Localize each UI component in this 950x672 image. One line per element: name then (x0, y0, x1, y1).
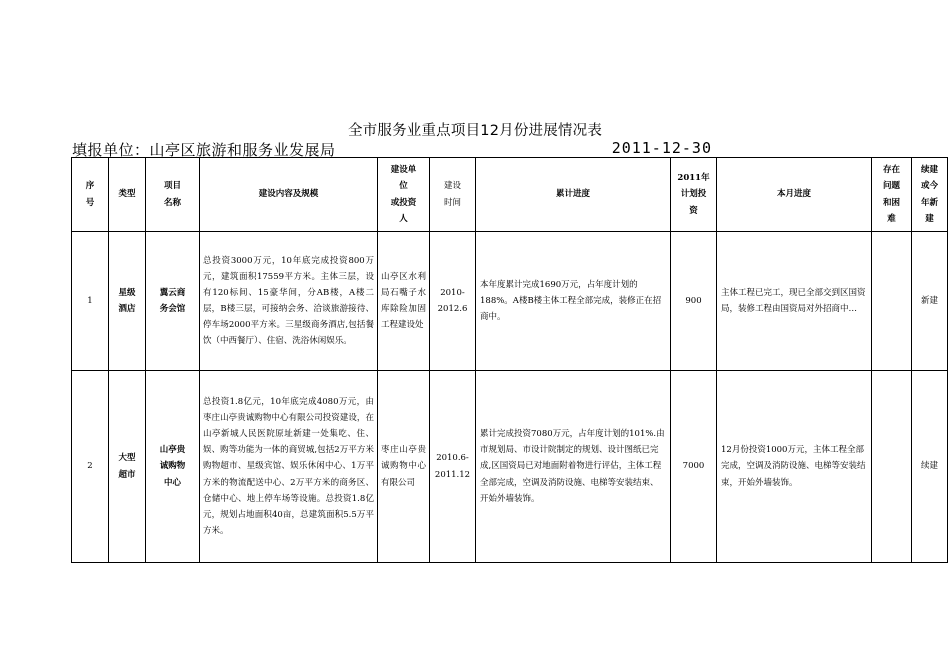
row-issues (872, 371, 912, 563)
header-name: 项目 名称 (146, 158, 200, 232)
row-seq: 1 (72, 232, 109, 371)
row-month: 主体工程已完工，现已全部交到区国资局，装修工程由国资局对外招商中… (717, 232, 872, 371)
header-status: 续建 或今 年新 建 (912, 158, 948, 232)
row-period: 2010- 2012.6 (430, 232, 476, 371)
row-status: 新建 (912, 232, 948, 371)
row-period: 2010.6- 2011.12 (430, 371, 476, 563)
row-status: 续建 (912, 371, 948, 563)
header-issues: 存在 问题 和困 难 (872, 158, 912, 232)
row-seq: 2 (72, 371, 109, 563)
header-type: 类型 (109, 158, 146, 232)
row-progress: 本年度累计完成1690万元，占年度计划的188%。A楼B楼主体工程全部完成，装修正在招商中。 (476, 232, 671, 371)
header-seq: 序 号 (72, 158, 109, 232)
header-builder: 建设单 位 或投资 人 (378, 158, 430, 232)
row-builder: 枣庄山亭贵诚购物中心有限公司 (378, 371, 430, 563)
reporting-unit: 填报单位：山亭区旅游和服务业发展局 (72, 141, 336, 159)
report-date: 2011-12-30 (611, 139, 712, 157)
header-progress: 累计进度 (476, 158, 671, 232)
table-row (72, 232, 948, 371)
header-month: 本月进度 (717, 158, 872, 232)
row-builder: 山亭区水利局石嘴子水库除险加固工程建设处 (378, 232, 430, 371)
header-row (72, 158, 948, 232)
row-month: 12月份投资1000万元，主体工程全部完成，空调及消防设施、电梯等安装结束，开始外墙装饰。 (717, 371, 872, 563)
row-name: 山亭贵 诚购物 中心 (146, 371, 200, 563)
project-progress-table (71, 157, 948, 563)
row-content: 总投资1.8亿元，10年底完成4080万元，由枣庄山亭贵诚购物中心有限公司投资建设，在山亭新城人民医院原址新建一处集吃、住、娱、购等功能为一体的商贸城,包括2万平方米购物超市、星级宾馆、娱乐休闲中心、1万平方米的物流配送中心、2万平方米的商务区、仓储中心、地上停车场等设施。总投资1.8亿元，规划占地面积40亩，总建筑面积5.5万平方米。 (200, 371, 378, 563)
row-plan: 7000 (671, 371, 717, 563)
row-name: 翼云商 务会馆 (146, 232, 200, 371)
row-type: 大型 超市 (109, 371, 146, 563)
page-title: 全市服务业重点项目12月份进展情况表 (347, 123, 603, 139)
row-content: 总投资3000万元，10年底完成投资800万元，建筑面积17559平方米。主体三层，设有120标间、15豪华间，分AB楼，A楼二层，B楼三层，可接纳会务、洽谈旅游接待、停车场2000平方米。三星级商务酒店,包括餐饮（中西餐厅）、住宿、洗浴休闲娱乐。 (200, 232, 378, 371)
row-progress: 累计完成投资7080万元，占年度计划的101%.由市规划局、市设计院制定的规划、设计图纸已完成,区国资局已对地面附着物进行评估，主体工程全部完成，空调及消防设施、电梯等安装结束、开始外墙装饰。 (476, 371, 671, 563)
row-type: 星级 酒店 (109, 232, 146, 371)
row-issues (872, 232, 912, 371)
row-plan: 900 (671, 232, 717, 371)
header-period: 建设 时间 (430, 158, 476, 232)
header-content: 建设内容及规模 (200, 158, 378, 232)
table-row (72, 371, 948, 563)
header-plan: 2011年 计划投 资 (671, 158, 717, 232)
report-info-row (72, 139, 712, 159)
